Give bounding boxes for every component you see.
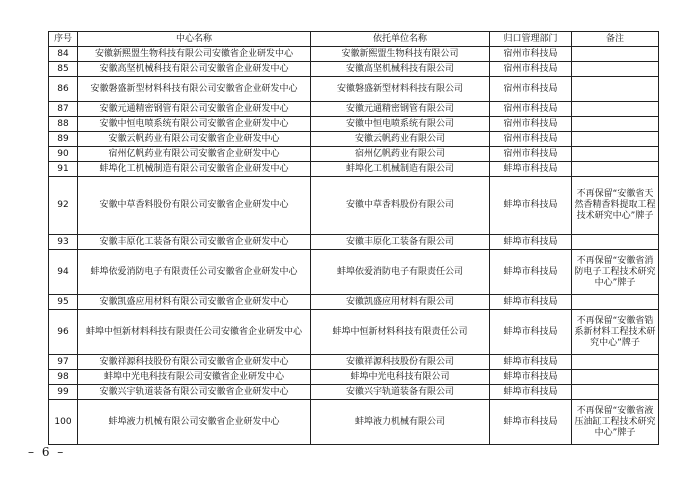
cell-center-name: 蚌埠化工机械制造有限公司安徽省企业研发中心: [78, 162, 311, 177]
cell-seq: 86: [49, 77, 78, 102]
cell-seq: 95: [49, 295, 78, 310]
header-host-unit: 依托单位名称: [311, 32, 490, 47]
cell-host-unit: 安徽丰原化工装备有限公司: [311, 235, 490, 250]
table-row: [49, 47, 659, 62]
cell-remarks: [572, 162, 659, 177]
table-row: [49, 132, 659, 147]
cell-center-name: 安徽元通精密钢管有限公司安徽省企业研发中心: [78, 102, 311, 117]
cell-seq: 90: [49, 147, 78, 162]
cell-department: 蚌埠市科技局: [490, 355, 572, 370]
cell-department: 蚌埠市科技局: [490, 400, 572, 445]
cell-seq: 89: [49, 132, 78, 147]
cell-department: 宿州市科技局: [490, 102, 572, 117]
cell-center-name: 安徽凯盛应用材料有限公司安徽省企业研发中心: [78, 295, 311, 310]
cell-department: 蚌埠市科技局: [490, 295, 572, 310]
cell-seq: 98: [49, 370, 78, 385]
table-row: [49, 117, 659, 132]
cell-center-name: 安徽云帆药业有限公司安徽省企业研发中心: [78, 132, 311, 147]
cell-seq: 99: [49, 385, 78, 400]
cell-host-unit: 安徽新熙盟生物科技有限公司: [311, 47, 490, 62]
cell-center-name: 安徽丰原化工装备有限公司安徽省企业研发中心: [78, 235, 311, 250]
cell-remarks: [572, 47, 659, 62]
cell-remarks: [572, 132, 659, 147]
cell-host-unit: 安徽磐盛新型材料科技有限公司: [311, 77, 490, 102]
cell-seq: 97: [49, 355, 78, 370]
cell-remarks: 不再保留“安徽省锆系新材料工程技术研究中心”牌子: [572, 310, 659, 355]
cell-center-name: 安徽祥源科技股份有限公司安徽省企业研发中心: [78, 355, 311, 370]
cell-remarks: [572, 62, 659, 77]
table-header-row: [49, 32, 659, 47]
table-row: [49, 102, 659, 117]
cell-center-name: 安徽中草香料股份有限公司安徽省企业研发中心: [78, 177, 311, 235]
table-row: [49, 370, 659, 385]
cell-seq: 91: [49, 162, 78, 177]
cell-department: 宿州市科技局: [490, 117, 572, 132]
cell-remarks: [572, 355, 659, 370]
research-center-table: [48, 31, 659, 445]
cell-host-unit: 安徽元通精密钢管有限公司: [311, 102, 490, 117]
cell-department: 宿州市科技局: [490, 77, 572, 102]
cell-remarks: [572, 147, 659, 162]
table-row: [49, 62, 659, 77]
cell-center-name: 蚌埠依爱消防电子有限责任公司安徽省企业研发中心: [78, 250, 311, 295]
table-row: [49, 235, 659, 250]
table-row: [49, 147, 659, 162]
cell-center-name: 安徽中恒电喷系统有限公司安徽省企业研发中心: [78, 117, 311, 132]
cell-department: 蚌埠市科技局: [490, 385, 572, 400]
header-center-name: 中心名称: [78, 32, 311, 47]
cell-remarks: [572, 370, 659, 385]
cell-center-name: 安徽兴宇轨道装备有限公司安徽省企业研发中心: [78, 385, 311, 400]
cell-remarks: [572, 117, 659, 132]
cell-host-unit: 安徽中草香料股份有限公司: [311, 177, 490, 235]
cell-seq: 94: [49, 250, 78, 295]
cell-seq: 85: [49, 62, 78, 77]
cell-department: 蚌埠市科技局: [490, 250, 572, 295]
cell-seq: 84: [49, 47, 78, 62]
cell-department: 蚌埠市科技局: [490, 310, 572, 355]
cell-host-unit: 蚌埠中光电科技有限公司: [311, 370, 490, 385]
cell-center-name: 安徽高坚机械科技有限公司安徽省企业研发中心: [78, 62, 311, 77]
cell-seq: 100: [49, 400, 78, 445]
table-row: [49, 385, 659, 400]
header-seq: 序号: [49, 32, 78, 47]
table-row: [49, 295, 659, 310]
cell-department: 宿州市科技局: [490, 147, 572, 162]
cell-host-unit: 宿州亿帆药业有限公司: [311, 147, 490, 162]
cell-seq: 93: [49, 235, 78, 250]
cell-department: 蚌埠市科技局: [490, 370, 572, 385]
cell-center-name: 蚌埠液力机械有限公司安徽省企业研发中心: [78, 400, 311, 445]
table-row: [49, 250, 659, 295]
cell-seq: 87: [49, 102, 78, 117]
cell-remarks: 不再保留“安徽省天然香精香料提取工程技术研究中心”牌子: [572, 177, 659, 235]
cell-department: 蚌埠市科技局: [490, 177, 572, 235]
cell-department: 蚌埠市科技局: [490, 235, 572, 250]
table-row: [49, 355, 659, 370]
cell-remarks: 不再保留“安徽省消防电子工程技术研究中心”牌子: [572, 250, 659, 295]
cell-host-unit: 安徽祥源科技股份有限公司: [311, 355, 490, 370]
cell-center-name: 蚌埠中恒新材料科技有限责任公司安徽省企业研发中心: [78, 310, 311, 355]
table-row: [49, 310, 659, 355]
cell-remarks: [572, 77, 659, 102]
cell-remarks: [572, 295, 659, 310]
cell-center-name: 宿州亿帆药业有限公司安徽省企业研发中心: [78, 147, 311, 162]
cell-department: 宿州市科技局: [490, 132, 572, 147]
cell-center-name: 安徽新熙盟生物科技有限公司安徽省企业研发中心: [78, 47, 311, 62]
cell-host-unit: 安徽兴宇轨道装备有限公司: [311, 385, 490, 400]
cell-host-unit: 蚌埠中恒新材料科技有限责任公司: [311, 310, 490, 355]
table-row: [49, 400, 659, 445]
table-row: [49, 177, 659, 235]
cell-center-name: 蚌埠中光电科技有限公司安徽省企业研发中心: [78, 370, 311, 385]
table-row: [49, 77, 659, 102]
cell-host-unit: 安徽高坚机械科技有限公司: [311, 62, 490, 77]
cell-seq: 88: [49, 117, 78, 132]
cell-department: 宿州市科技局: [490, 47, 572, 62]
cell-seq: 96: [49, 310, 78, 355]
cell-remarks: 不再保留“安徽省液压油缸工程技术研究中心”牌子: [572, 400, 659, 445]
header-remarks: 备注: [572, 32, 659, 47]
cell-center-name: 安徽磐盛新型材料科技有限公司安徽省企业研发中心: [78, 77, 311, 102]
table-row: [49, 162, 659, 177]
cell-remarks: [572, 385, 659, 400]
cell-host-unit: 蚌埠化工机械制造有限公司: [311, 162, 490, 177]
cell-host-unit: 蚌埠液力机械有限公司: [311, 400, 490, 445]
cell-seq: 92: [49, 177, 78, 235]
cell-host-unit: 安徽中恒电喷系统有限公司: [311, 117, 490, 132]
cell-remarks: [572, 235, 659, 250]
cell-department: 蚌埠市科技局: [490, 162, 572, 177]
cell-department: 宿州市科技局: [490, 62, 572, 77]
header-department: 归口管理部门: [490, 32, 572, 47]
cell-host-unit: 安徽凯盛应用材料有限公司: [311, 295, 490, 310]
cell-remarks: [572, 102, 659, 117]
cell-host-unit: 蚌埠依爱消防电子有限责任公司: [311, 250, 490, 295]
cell-host-unit: 安徽云帆药业有限公司: [311, 132, 490, 147]
page-number: – 6 –: [28, 445, 66, 459]
